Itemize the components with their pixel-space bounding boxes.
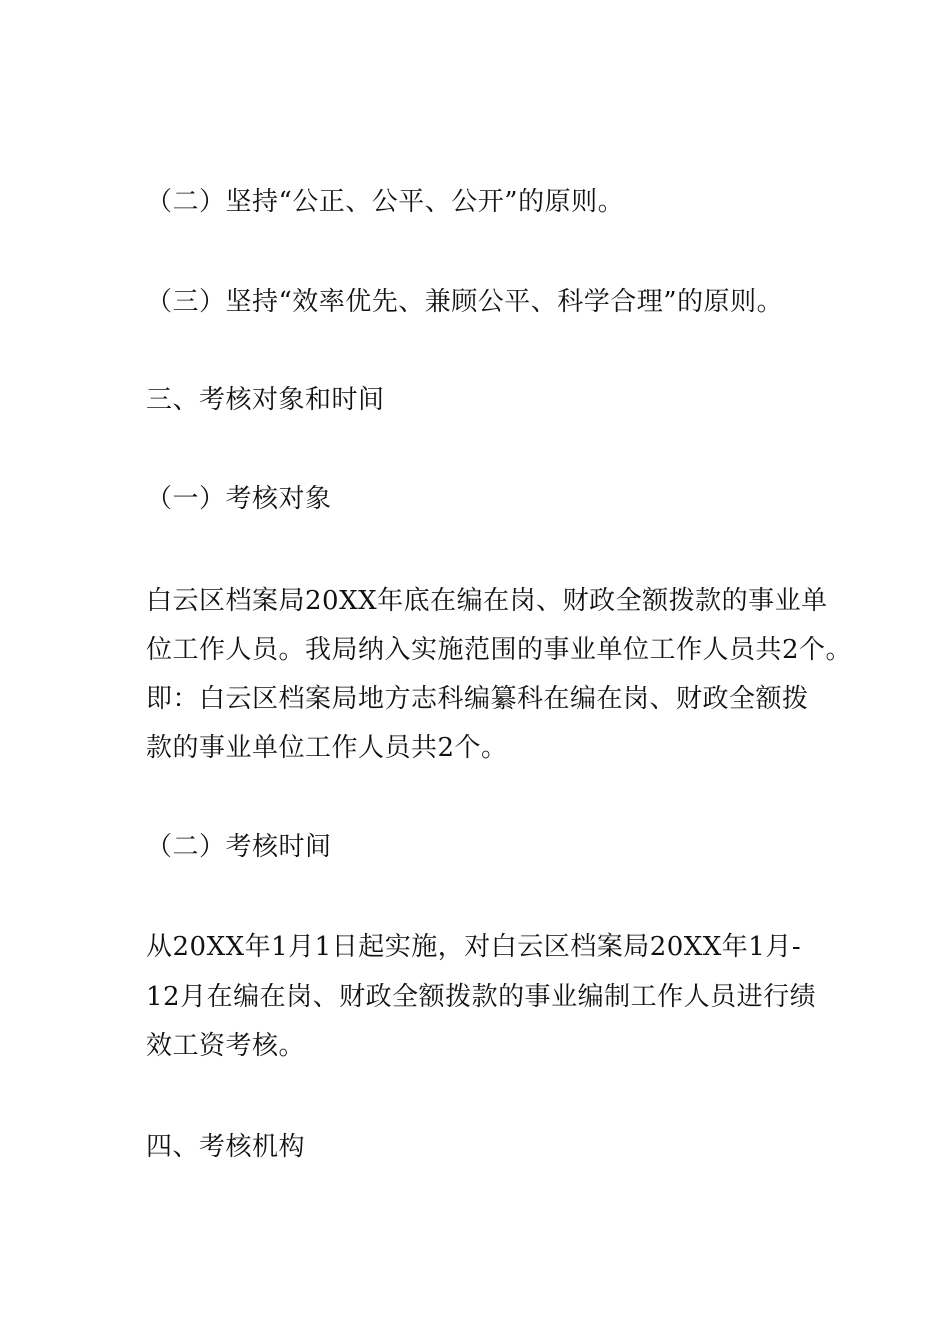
time-text-line-3: 效工资考核。	[146, 1031, 306, 1061]
section-heading-4: 四、考核机构	[146, 1132, 306, 1162]
target-text-line-3: 即：白云区档案局地方志科编纂科在编在岗、财政全额拨	[146, 684, 809, 714]
principle-3: （三）坚持“效率优先、兼顾公平、科学合理”的原则。	[146, 287, 784, 317]
time-text-line-1: 从20XX年1月1日起实施，对白云区档案局20XX年1月-	[146, 932, 802, 962]
subheading-time: （二）考核时间	[146, 832, 332, 862]
principle-2: （二）坚持“公正、公平、公开”的原则。	[146, 187, 625, 217]
subheading-target: （一）考核对象	[146, 484, 332, 514]
target-text-line-2: 位工作人员。我局纳入实施范围的事业单位工作人员共2个。	[146, 635, 853, 665]
target-text-line-4: 款的事业单位工作人员共2个。	[146, 733, 508, 763]
target-text-line-1: 白云区档案局20XX年底在编在岗、财政全额拨款的事业单	[146, 586, 828, 616]
time-text-line-2: 12月在编在岗、财政全额拨款的事业编制工作人员进行绩	[146, 982, 817, 1012]
section-heading-3: 三、考核对象和时间	[146, 385, 385, 415]
